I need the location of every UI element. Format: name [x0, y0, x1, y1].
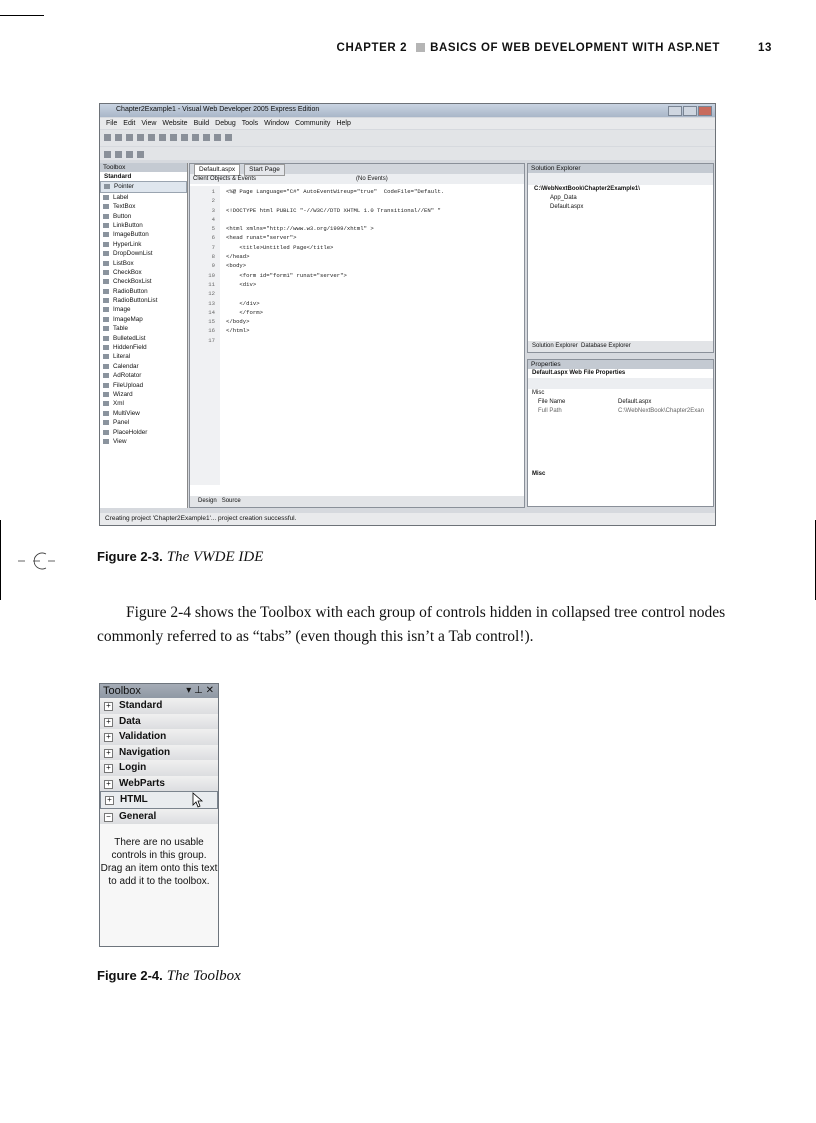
expand-icon: + [105, 796, 114, 805]
start-icon [214, 134, 221, 141]
paste-icon [181, 134, 188, 141]
solution-explorer-tab: Solution Explorer [532, 343, 578, 349]
expand-icon: + [104, 702, 113, 711]
toolbox-group-validation [100, 729, 218, 745]
property-name: File Name [538, 399, 566, 405]
editor-dropdowns [190, 174, 524, 184]
copy-icon [170, 134, 177, 141]
add-item-icon [115, 134, 122, 141]
source-tab: Source [221, 498, 241, 504]
toolbox-group-label: Validation [119, 731, 167, 742]
toolbar-formatting [100, 147, 715, 160]
toolbox-group-standard: Standard [104, 173, 132, 180]
menu-tools: Tools [241, 120, 259, 127]
properties-toolbar [528, 378, 713, 389]
toolbox-group-webparts [100, 776, 218, 792]
minimize-icon [668, 106, 682, 116]
toolbox-group-general [100, 809, 218, 825]
redo-icon [203, 134, 210, 141]
menu-file: File [106, 120, 118, 127]
toolbox-item: Wizard [100, 390, 187, 399]
toolbox-screenshot [99, 683, 219, 947]
running-header [172, 42, 772, 54]
toolbox-group-label: Data [119, 715, 141, 727]
undo-icon [192, 134, 199, 141]
separator-square-icon [416, 43, 425, 52]
toolbox-item: FileUpload [100, 381, 187, 390]
toolbox-item: Pointer [100, 181, 187, 192]
chapter-title: BASICS OF WEB DEVELOPMENT WITH ASP.NET [430, 42, 720, 54]
window-controls [667, 106, 712, 118]
line-gutter [190, 186, 220, 485]
caption-text: The VWDE IDE [166, 549, 264, 565]
toolbox-item: DropDownList [100, 249, 187, 258]
menu-edit: Edit [123, 120, 136, 127]
expand-icon: + [104, 780, 113, 789]
toolbox-title: Toolbox [103, 685, 141, 697]
page-number: 13 [758, 42, 772, 54]
maximize-icon [683, 106, 697, 116]
toolbox-group-label: General [119, 810, 157, 822]
toolbox-item: View [100, 437, 187, 446]
uncomment-icon [137, 151, 144, 158]
toolbox-item: HyperLink [100, 240, 187, 249]
expand-icon: + [104, 718, 113, 727]
toolbox-item: AdRotator [100, 371, 187, 380]
top-rule [0, 15, 44, 16]
toolbox-item: ImageButton [100, 230, 187, 239]
dropdown-icon: ▾ [186, 685, 192, 696]
toolbox-group-label: WebParts [119, 777, 165, 789]
toolbox-item: CheckBoxList [100, 277, 187, 286]
window-titlebar [100, 104, 715, 117]
source-code: <%@ Page Language="C#" AutoEventWireup="true" CodeFile="Default. <!DOCTYPE html PUBLIC "-//W3C//DTD XHTML 1.0 Transitional//EN" " <html xmlns="http://www.w3.org/1999/xhtml" > <head runat="server"> <title>Untitled Page</title> </head> <body> <form id="form1" runat="server"> <div> </div> </form> </body> </html> [226, 188, 445, 335]
close-icon: ✕ [205, 685, 214, 696]
editor-tabs [190, 164, 524, 174]
properties-pane [527, 359, 714, 507]
toolbox-group-label: Login [119, 762, 147, 773]
toolbox-item: LinkButton [100, 221, 187, 230]
toolbox-item: Label [100, 193, 187, 202]
toolbox-item: Button [100, 212, 187, 221]
open-icon [126, 134, 133, 141]
toolbox-group-standard [100, 698, 218, 714]
menu-website: Website [162, 120, 188, 127]
toolbox-header [100, 684, 218, 698]
indent-icon [104, 151, 111, 158]
toolbox-item: ImageMap [100, 315, 187, 324]
pin-icon: ⊥ [194, 685, 203, 696]
new-project-icon [104, 134, 111, 141]
toolbar-standard [100, 130, 715, 146]
solution-item-app-data: App_Data [550, 195, 577, 201]
property-value: Default.aspx [618, 399, 652, 405]
property-name: Full Path [538, 408, 562, 414]
empty-group-message: There are no usable controls in this group. Drag an item onto this text to add it to the toolbox. [100, 837, 218, 887]
toolbox-item: PlaceHolder [100, 428, 187, 437]
properties-object: Default.aspx Web File Properties [532, 370, 626, 376]
menu-community: Community [295, 120, 331, 127]
caption-label: Figure 2-3. [97, 549, 163, 564]
caption-text: The Toolbox [166, 968, 241, 984]
property-value: C:\WebNextBook\Chapter2Exan [618, 408, 704, 414]
toolbox-group-label: Standard [119, 700, 163, 711]
editor-view-tabs [190, 496, 524, 507]
toolbox-item: Xml [100, 399, 187, 408]
database-explorer-tab: Database Explorer [581, 343, 631, 349]
solution-item-default-aspx: Default.aspx [550, 204, 584, 210]
find-icon [225, 134, 232, 141]
toolbox-item: CheckBox [100, 268, 187, 277]
toolbox-pane-title: Toolbox [100, 163, 187, 172]
save-all-icon [148, 134, 155, 141]
toolbox-item: ListBox [100, 259, 187, 268]
toolbox-item: Literal [100, 352, 187, 361]
property-row [528, 407, 713, 416]
toolbox-group-navigation [100, 745, 218, 761]
design-tab: Design [198, 498, 217, 504]
menu-view: View [141, 120, 157, 127]
property-row [528, 398, 713, 407]
menu-help: Help [336, 120, 351, 127]
cut-icon [159, 134, 166, 141]
caption-label: Figure 2-4. [97, 968, 163, 983]
figure-caption-2-3 [97, 549, 263, 566]
tab-start-page: Start Page [244, 164, 285, 176]
menu-window: Window [264, 120, 290, 127]
expand-icon: + [104, 764, 113, 773]
client-objects-dropdown: Client Objects & Events [193, 176, 257, 182]
toolbox-item: Table [100, 324, 187, 333]
close-icon [698, 106, 712, 116]
menu-bar [100, 118, 715, 129]
toolbox-item: Panel [100, 418, 187, 427]
solution-tabs [528, 341, 713, 352]
window-title: Chapter2Example1 - Visual Web Developer 2005 Express Edition [116, 106, 320, 113]
toolbox-group-login [100, 760, 218, 776]
toolbox-item: TextBox [100, 202, 187, 211]
toolbox-item: HiddenField [100, 343, 187, 352]
collapse-icon: − [104, 813, 113, 822]
expand-icon: + [104, 733, 113, 742]
properties-title: Properties [528, 360, 713, 369]
menu-build: Build [193, 120, 210, 127]
toolbox-item-list [100, 181, 187, 446]
outdent-icon [115, 151, 122, 158]
toolbox-pane [100, 163, 188, 508]
properties-category: Misc [532, 390, 545, 396]
body-paragraph: Figure 2-4 shows the Toolbox with each group of controls hidden in collapsed tree control nodes commonly referred to as “tabs” (even though this isn’t a Tab control!). [97, 604, 726, 645]
chapter-label: CHAPTER 2 [336, 42, 408, 54]
toolbox-item: BulletedList [100, 334, 187, 343]
toolbox-group-label: Navigation [119, 746, 171, 758]
code-editor [189, 163, 525, 508]
toolbox-item: Calendar [100, 362, 187, 371]
solution-root: C:\WebNextBook\Chapter2Example1\ [534, 186, 640, 192]
expand-icon: + [104, 749, 113, 758]
toolbox-controls [186, 684, 214, 698]
save-icon [137, 134, 144, 141]
solution-explorer [527, 163, 714, 353]
mouse-cursor-icon [192, 792, 204, 808]
toolbox-group-data [100, 714, 218, 730]
toolbox-item: Image [100, 305, 187, 314]
figure-caption-2-4 [97, 968, 241, 985]
ide-screenshot [99, 103, 716, 526]
comment-icon [126, 151, 133, 158]
toolbox-group-label: HTML [120, 794, 148, 805]
solution-toolbar [528, 173, 713, 185]
events-dropdown: (No Events) [356, 176, 388, 182]
toolbox-item: RadioButtonList [100, 296, 187, 305]
toolbox-item: MultiView [100, 409, 187, 418]
solution-explorer-title: Solution Explorer [528, 164, 713, 173]
line-numbers: 1 2 3 4 5 6 7 8 9 10 11 12 13 14 15 16 17 [208, 188, 215, 344]
status-bar: Creating project 'Chapter2Example1'... project creation successful. [100, 513, 715, 525]
crop-mark-left [0, 520, 1, 600]
registration-mark-icon [18, 550, 60, 570]
menu-debug: Debug [215, 120, 236, 127]
toolbox-item: RadioButton [100, 287, 187, 296]
properties-description: Misc [532, 471, 546, 477]
tab-default-aspx: Default.aspx [194, 164, 240, 176]
